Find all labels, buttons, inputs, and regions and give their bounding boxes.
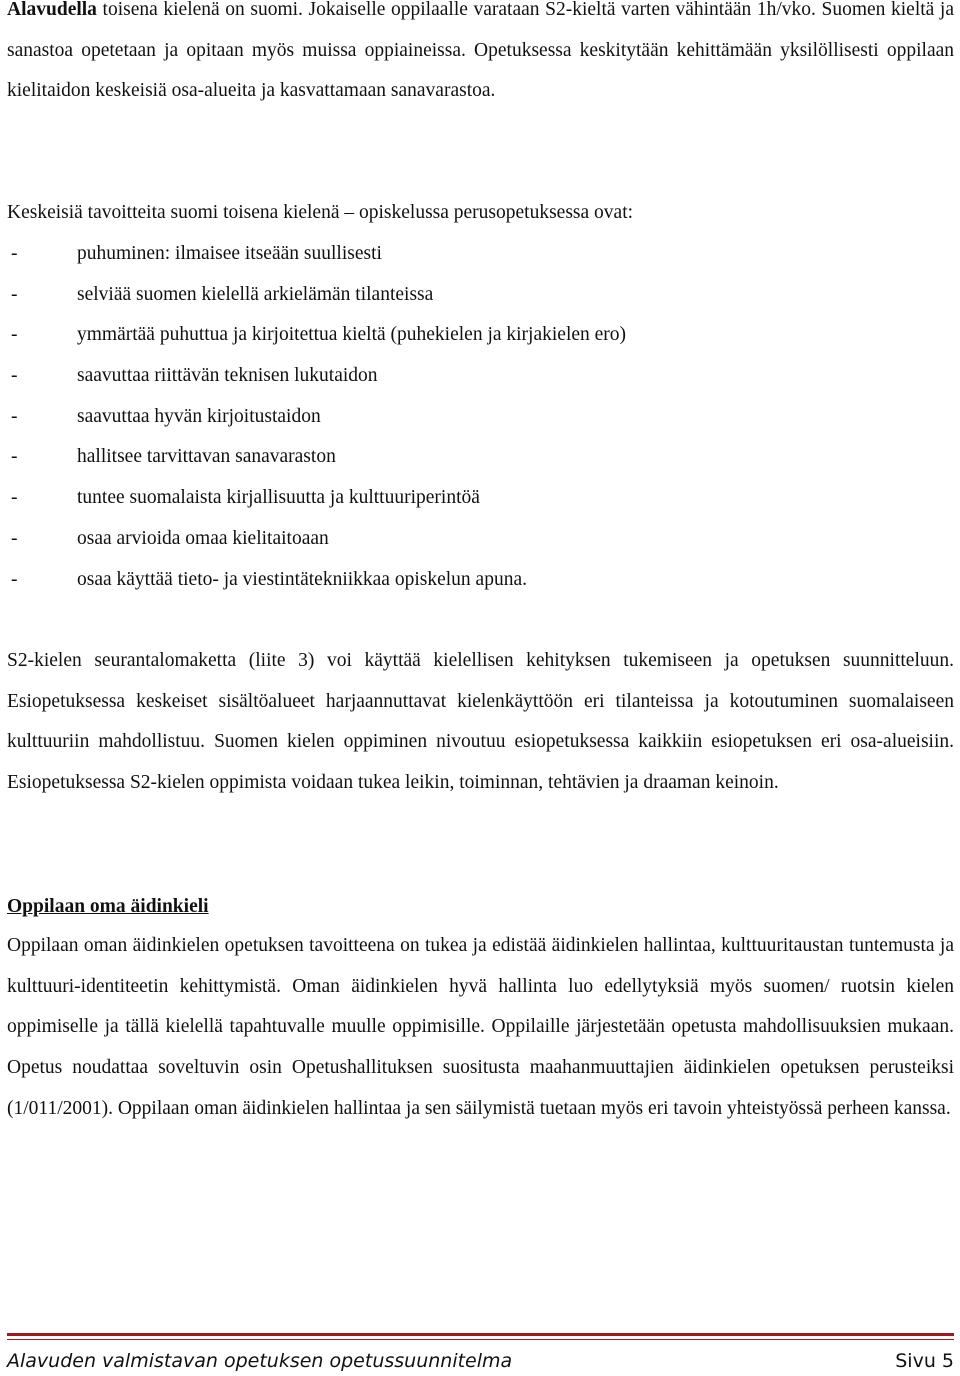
list-bullet: - [11, 405, 18, 427]
paragraph-s2-intro [7, 0, 954, 112]
list-item [7, 275, 954, 316]
bold-lead-word: Alavudella [7, 0, 97, 20]
list-bullet: - [11, 568, 18, 590]
list-bullet: - [11, 446, 18, 468]
list-bullet: - [11, 324, 18, 346]
list-bullet: - [11, 243, 18, 264]
list-item [7, 397, 954, 438]
list-bullet: - [11, 527, 18, 549]
list-item-text: osaa arvioida omaa kielitaitoaan [77, 527, 329, 549]
goals-list [7, 234, 954, 600]
list-item [7, 478, 954, 519]
list-item-text: hallitsee tarvittavan sanavaraston [77, 446, 336, 468]
paragraph-s2-followup: S2-kielen seurantalomaketta (liite 3) voi käyttää kielellisen kehityksen tukemiseen ja opetuksen suunnitteluun. Esiopetuksessa keskeiset sisältöalueet harjaannuttavat kielenkäyttöön eri tilanteissa ja kotoutuminen suomalaiseen kulttuuriin mahdollistuu. Suomen kielen oppiminen nivoutuu esiopetuksessa kaikkiin esiopetuksen eri osa-alueisiin. Esiopetuksessa S2-kielen oppimista voidaan tukea leikin, toiminnan, tehtävien ja draaman keinoin. [7, 650, 954, 794]
goals-intro: Keskeisiä tavoitteita suomi toisena kielenä – opiskelussa perusopetuksessa ovat: [7, 202, 634, 223]
footer-title: Alavuden valmistavan opetuksen opetussuunnitelma [7, 1350, 513, 1372]
list-item-text: saavuttaa riittävän teknisen lukutaidon [77, 365, 378, 387]
list-item [7, 234, 954, 275]
list-bullet: - [11, 487, 18, 509]
list-item [7, 560, 954, 601]
section-heading-mother-tongue: Oppilaan oma äidinkieli [7, 896, 209, 917]
list-item [7, 356, 954, 397]
footer-rule [7, 1333, 954, 1336]
footer-rule-thin [7, 1339, 954, 1340]
paragraph-mother-tongue: Oppilaan oman äidinkielen opetuksen tavoitteena on tukea ja edistää äidinkielen hallintaa, kulttuuritaustan tuntemusta ja kulttuuri-identiteetin kehittymistä. Oman äidinkielen hyvä hallinta luo edellytyksiä myös suomen/ ruotsin kielen oppimiselle ja tällä kielellä tapahtuvalle muulle oppimisille. Oppilaille järjestetään opetusta mahdollisuuksien mukaan. Opetus noudattaa soveltuvin osin Opetushallituksen suositusta maahanmuuttajien äidinkielen opetuksen perusteiksi (1/011/2001). Oppilaan oman äidinkielen hallintaa ja sen säilymistä tuetaan myös eri tavoin yhteistyössä perheen kanssa. [7, 935, 954, 1119]
list-bullet: - [11, 283, 18, 305]
list-bullet: - [11, 365, 18, 387]
page-number: Sivu 5 [895, 1350, 954, 1372]
document-page [7, 0, 954, 1374]
list-item [7, 437, 954, 478]
list-item-text: osaa käyttää tieto- ja viestintätekniikkaa opiskelun apuna. [77, 568, 527, 590]
list-item-text: tuntee suomalaista kirjallisuutta ja kulttuuriperintöä [77, 487, 480, 509]
page-footer [7, 1346, 954, 1376]
list-item [7, 315, 954, 356]
list-item-text: saavuttaa hyvän kirjoitustaidon [77, 405, 321, 427]
list-item [7, 519, 954, 560]
list-item-text: ymmärtää puhuttua ja kirjoitettua kieltä (puhekielen ja kirjakielen ero) [77, 324, 627, 346]
list-item-text: puhuminen: ilmaisee itseään suullisesti [77, 243, 382, 264]
list-item-text: selviää suomen kielellä arkielämän tilanteissa [77, 283, 434, 305]
paragraph-s2-intro-text: toisena kielenä on suomi. Jokaiselle oppilaalle varataan S2-kieltä varten vähintään 1h/vko. Suomen kieltä ja sanastoa opetetaan ja opitaan myös muissa oppiaineissa. Opetuksessa keskitytään kehittämään yksilöllisesti oppilaan kielitaidon keskeisiä osa-alueita ja kasvattamaan sanavarastoa. [7, 0, 954, 102]
